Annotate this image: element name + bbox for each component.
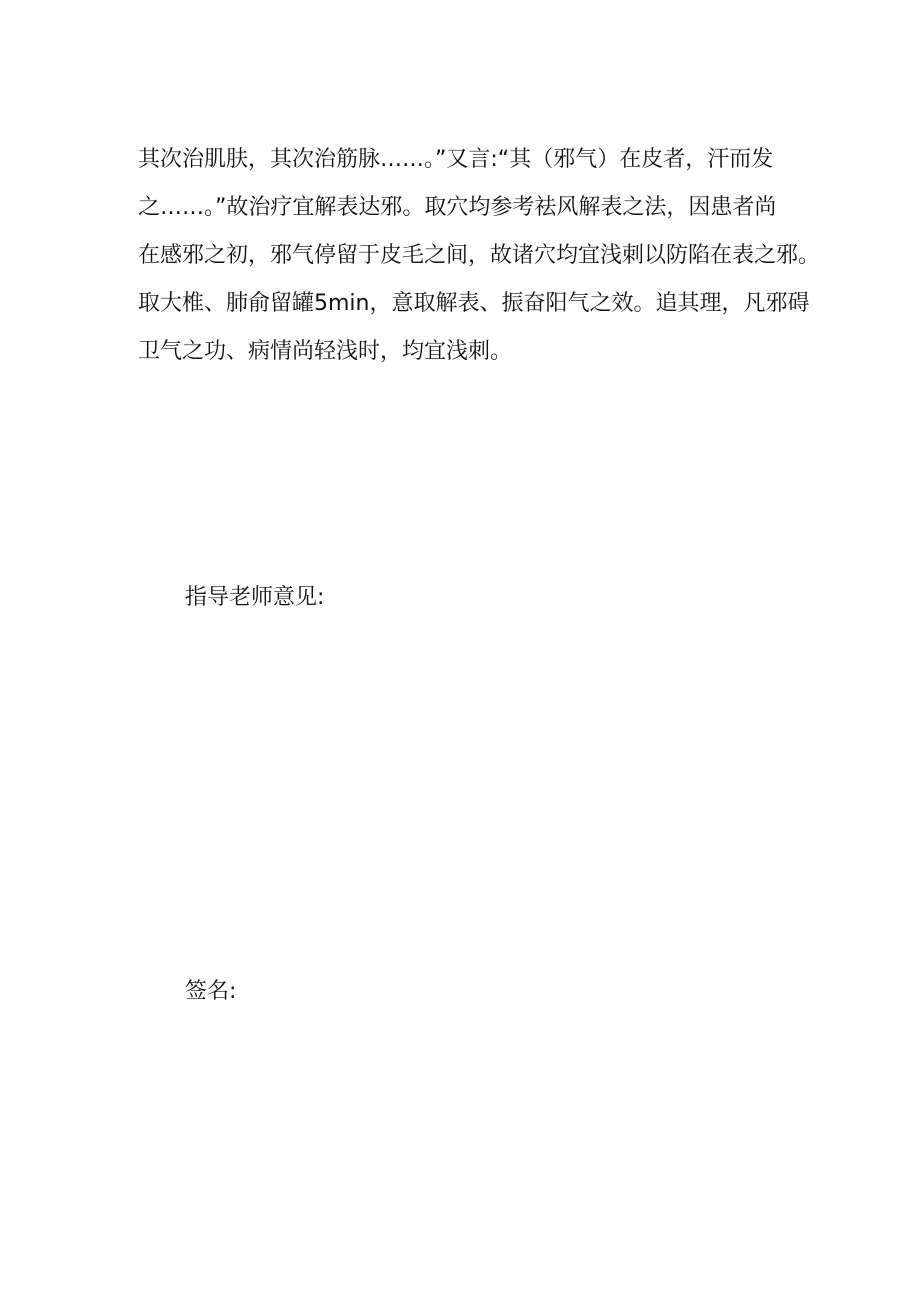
- paragraph-line: 之……。”故治疗宜解表达邪。取穴均参考祛风解表之法，因患者尚: [138, 195, 777, 220]
- signature-label: 签名:: [185, 979, 237, 1004]
- paragraph-line: 卫气之功、病情尚轻浅时，均宜浅刺。: [138, 339, 513, 364]
- paragraph-line: 在感邪之初，邪气停留于皮毛之间，故诸穴均宜浅刺以防陷在表之邪。: [138, 243, 821, 268]
- advisor-opinion-label: 指导老师意见:: [185, 585, 325, 610]
- paragraph-line: 其次治肌肤，其次治筋脉……。”又言:“其（邪气）在皮者，汗而发: [138, 147, 774, 172]
- paragraph-line: 取大椎、肺俞留罐5min，意取解表、振奋阳气之效。追其理，凡邪碍: [138, 291, 810, 316]
- body-paragraph: [138, 136, 821, 376]
